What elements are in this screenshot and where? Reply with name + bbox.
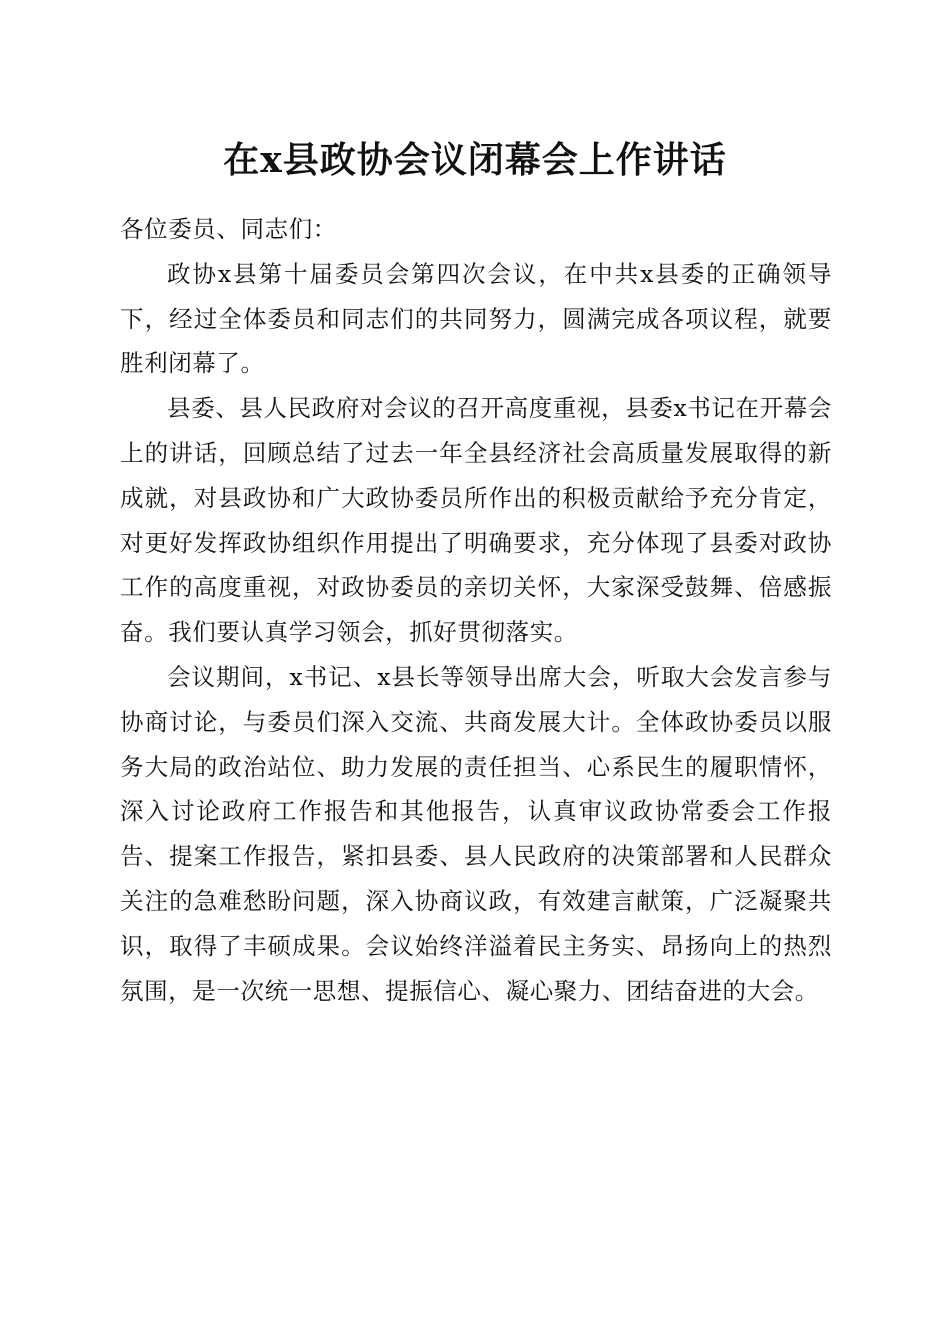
paragraph-2: 县委、县人民政府对会议的召开高度重视，县委x书记在开幕会上的讲话，回顾总结了过去一年全县经济社会高质量发展取得的新成就，对县政协和广大政协委员所作出的积极贡献给予充分肯定，对更好发挥政协组织作用提出了明确要求，充分体现了县委对政协工作的高度重视，对政协委员的亲切关怀，大家深受鼓舞、倍感振奋。我们要认真学习领会，抓好贯彻落实。 [120,394,832,647]
document-body [120,207,832,1013]
paragraph-3: 会议期间，x书记、x县长等领导出席大会，听取大会发言参与协商讨论，与委员们深入交流、共商发展大计。全体政协委员以服务大局的政治站位、助力发展的责任担当、心系民生的履职情怀，深入讨论政府工作报告和其他报告，认真审议政协常委会工作报告、提案工作报告，紧扣县委、县人民政府的决策部署和人民群众关注的急难愁盼问题，深入协商议政，有效建言献策，广泛凝聚共识，取得了丰硕成果。会议始终洋溢着民主务实、昂扬向上的热烈氛围，是一次统一思想、提振信心、凝心聚力、团结奋进的大会。 [120,662,832,1005]
paragraph-1: 政协x县第十届委员会第四次会议，在中共x县委的正确领导下，经过全体委员和同志们的共同努力，圆满完成各项议程，就要胜利闭幕了。 [120,259,832,378]
document-title: 在x县政协会议闭幕会上作讲话 [223,139,727,181]
salutation: 各位委员、同志们： [120,215,337,243]
